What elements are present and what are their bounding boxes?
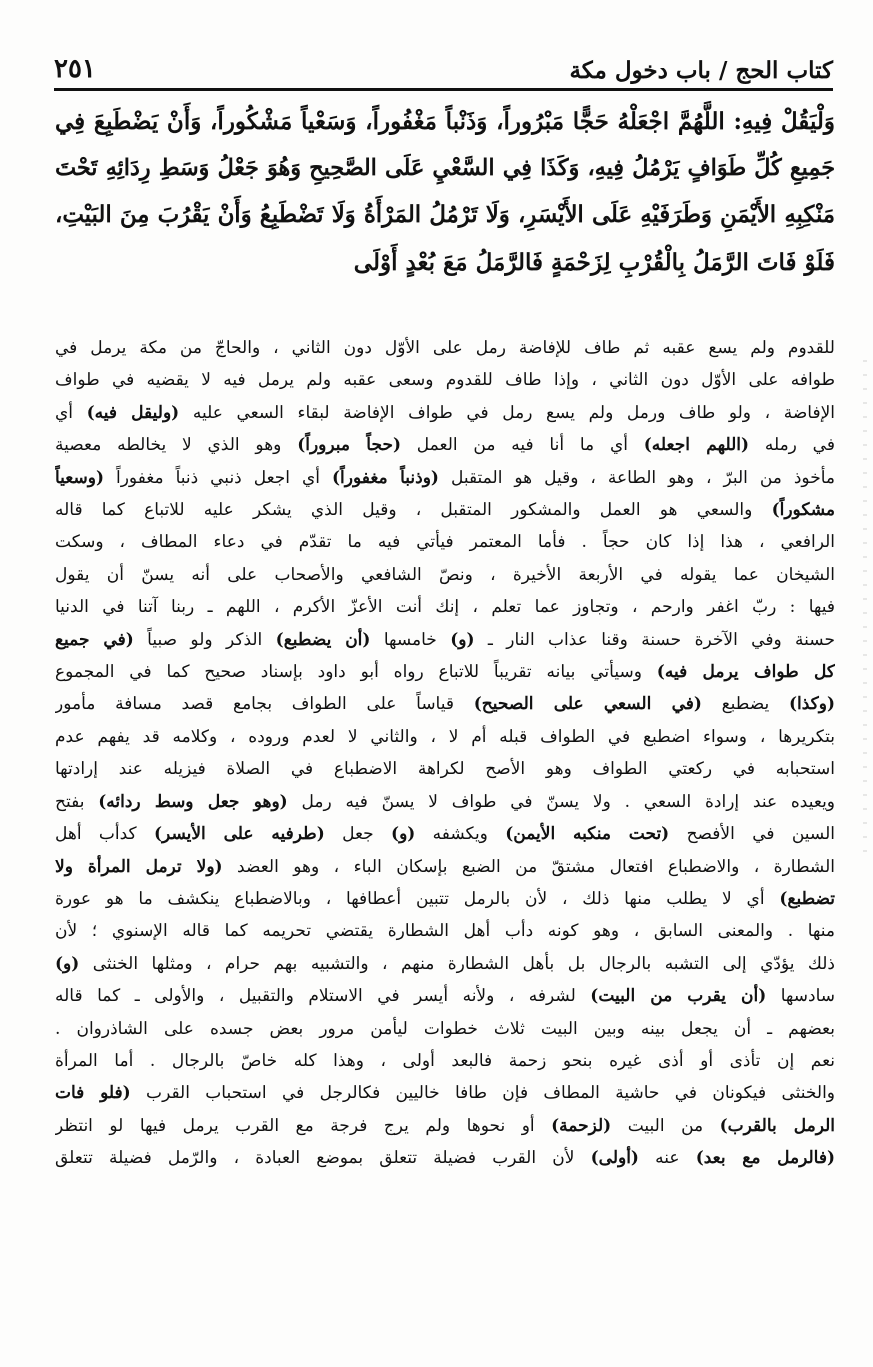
matn-text (55, 98, 835, 298)
quoted-matn-phrase: (وكذا) (788, 694, 835, 715)
commentary-text: جعل (324, 824, 392, 845)
quoted-matn-phrase: (لزحمة) (551, 1115, 612, 1136)
sharh-line (55, 948, 835, 980)
sharh-line (55, 1077, 835, 1109)
quoted-matn-phrase: (و) (391, 824, 416, 845)
sharh-line (55, 494, 835, 526)
commentary-text: بعضهم ـ أن يجعل بينه وبين البيت ثلاث خطوات ليأمن مرور بعض جسده على الشاذروان . (55, 1018, 835, 1039)
commentary-text: لأن القرب فضيلة تتعلق بموضع العبادة ، والرّمل فضيلة تتعلق (55, 1148, 591, 1169)
commentary-text: قياساً على الطواف بجامع قصد مسافة مأمور (55, 694, 474, 715)
sharh-line (55, 624, 835, 656)
commentary-text: فيها : ربّ اغفر وارحم ، وتجاوز عما تعلم ، إنك أنت الأعزّ الأكرم ، اللهم ـ ربنا آتنا في الدنيا (55, 597, 835, 618)
commentary-text: أي ما أنا فيه من العمل (401, 435, 644, 456)
commentary-text: الشيخان عما يقوله في الأربعة الأخيرة ، ونصّ الشافعي والأصحاب على أنه يسنّ أن يقول (55, 564, 835, 585)
sharh-line (55, 332, 835, 364)
quoted-matn-phrase: (وهو جعل وسط ردائه) (98, 791, 288, 812)
commentary-text: وهو الذي لا يخالطه معصية (55, 435, 298, 456)
commentary-text: ويكشفه (415, 824, 506, 845)
sharh-line (55, 364, 835, 396)
commentary-text: خامسها (370, 629, 451, 650)
sharh-line (55, 559, 835, 591)
commentary-text: بتكريرها ، وسواء اضطبع في الطواف قبله أم لا ، والثاني لا لعدم وروده ، وكلامه قد يفهم عدم (55, 726, 835, 747)
sharh-line (55, 851, 835, 883)
commentary-text: أي (55, 402, 87, 423)
quoted-matn-phrase: (طرفيه على الأيسر) (154, 824, 325, 845)
running-title: كتاب الحج / باب دخول مكة (569, 57, 833, 84)
sharh-line (55, 1110, 835, 1142)
commentary-text: والسعي هو العمل والمشكور المتقبل ، وقيل الذي يشكر عليه للاتباع كما قاله (55, 500, 772, 521)
page-header (54, 38, 833, 86)
matn-line: جَمِيعِ كُلِّ طَوَافٍ يَرْمُلُ فِيهِ، وَكَذَا فِي السَّعْيِ عَلَى الصَّحِيحِ وَهُوَ جَعْلُ وَسَطِ رِدَائِهِ تَحْتَ (55, 155, 835, 181)
commentary-text: الإفاضة ، ولو طاف ورمل ولم يسع رمل في طواف الإفاضة لبقاء السعي عليه (179, 402, 835, 423)
commentary-text: الشطارة ، والاضطباع افتعال مشتقّ من الضبع بإسكان الباء ، وهو العضد (222, 856, 835, 877)
commentary-text: منها . والمعنى السابق ، وهو كونه دأب أهل الشطارة يقتضي تحريمه كما قاله الإسنوي ؛ لأن (55, 921, 835, 942)
commentary-text: أي لا يطلب منها ذلك ، لأن بالرمل تتبين أعطافها ، وبالاضطباع ينكشف ما هو عورة (55, 888, 780, 909)
commentary-text: الذكر ولو صبياً (133, 629, 276, 650)
quoted-matn-phrase: (وسعياً (55, 467, 105, 488)
commentary-text: من البيت (611, 1115, 720, 1136)
page-number: ٢٥١ (54, 54, 96, 84)
commentary-text: للقدوم ولم يسع عقبه ثم طاف للإفاضة رمل على الأوّل دون الثاني ، والحاجّ من مكة يرمل في (55, 338, 835, 358)
commentary-text: حسنة وفي الآخرة حسنة وقنا عذاب النار ـ (474, 629, 835, 650)
quoted-matn-phrase: (وذنباً مغفوراً) (331, 467, 439, 488)
sharh-line (55, 688, 835, 720)
quoted-matn-phrase: الرمل بالقرب) (719, 1115, 835, 1136)
quoted-matn-phrase: (أولى) (590, 1148, 639, 1169)
sharh-line (55, 1045, 835, 1077)
commentary-text: أي اجعل ذنبي ذنباً مغفوراً (104, 467, 332, 488)
commentary-text: والخنثى فيكونان في حاشية المطاف فإن طافا خاليين فكالرجل في استحباب القرب (130, 1083, 835, 1104)
commentary-text: مأخوذ من البرّ ، وهو الطاعة ، وقيل هو المتقبل (438, 467, 835, 488)
sharh-line (55, 429, 835, 461)
matn-line: وَلْيَقُلْ فِيهِ: اللَّهُمَّ اجْعَلْهُ حَجًّا مَبْرُوراً، وَذَنْباً مَغْفُوراً، وَسَعْياً مَشْكُوراً، وَأَنْ يَضْطَبِعَ فِي (55, 108, 835, 135)
sharh-line (55, 786, 835, 818)
sharh-line (55, 980, 835, 1012)
sharh-line (55, 591, 835, 623)
sharh-line (55, 721, 835, 753)
quoted-matn-phrase: (فالرمل مع بعد) (695, 1148, 835, 1169)
quoted-matn-phrase: تضطبع) (779, 888, 835, 909)
sharh-line (55, 818, 835, 850)
commentary-text: ويعيده عند إرادة السعي . ولا يسنّ في طواف لا يسنّ فيه رمل (287, 791, 835, 812)
commentary-text: وسيأتي بيانه تقريباً للاتباع رواه أبو داود بإسناد صحيح كما في المجموع (55, 662, 657, 683)
commentary-text: سادسها (766, 986, 835, 1007)
commentary-text: يضطبع (701, 694, 789, 715)
quoted-matn-phrase: (أن يضطبع) (275, 629, 371, 650)
commentary-text: الرافعي ، هذا إذا كان حجاً . فأما المعتمر فيأتي فيه ما تقدّم في دعاء المطاف ، وسكت (55, 532, 835, 553)
commentary-text: طوافه على الأوّل دون الثاني ، وإذا طاف للقدوم وسعى عقبه ولم يرمل فيه لا يقضيه في طواف (55, 370, 835, 391)
quoted-matn-phrase: (اللهم اجعله) (643, 435, 750, 456)
commentary-text: بفتح (55, 791, 99, 812)
matn-line: فَلَوْ فَاتَ الرَّمَلُ بِالْقُرْبِ لِزَحْمَةٍ فَالرَّمَلُ مَعَ بُعْدٍ أَوْلَى (353, 249, 835, 276)
quoted-matn-phrase: (في السعي على الصحيح) (473, 694, 702, 715)
quoted-matn-phrase: (فلو فات (55, 1083, 131, 1104)
sharh-line (55, 883, 835, 915)
commentary-text: عنه (638, 1148, 696, 1169)
commentary-text: لشرفه ، ولأنه أيسر في الاستلام والتقبيل ، والأولى ـ كما قاله (55, 986, 591, 1007)
commentary-text: في رمله (749, 435, 835, 456)
sharh-line (55, 915, 835, 947)
commentary-text: ذلك يؤدّي إلى التشبه بالرجال بل بأهل الشطارة منهم ، والتشبيه بهم حرام ، ومثلها الخنثى (79, 953, 835, 974)
sharh-line (55, 462, 835, 494)
quoted-matn-phrase: (في جميع (55, 629, 134, 650)
commentary-text: نعم إن تأذى أو أذى غيره بنحو زحمة فالبعد أولى ، وهذا كله خاصّ بالرجال . أما المرأة (55, 1050, 835, 1071)
commentary-text: السين في الأفصح (669, 824, 835, 845)
quoted-matn-phrase: (و) (55, 953, 80, 974)
sharh-commentary (55, 332, 835, 1342)
matn-line: مَنْكِبِهِ الأَيْمَنِ وَطَرَفَيْهِ عَلَى الأَيْسَرِ، وَلَا تَرْمُلُ المَرْأَةُ وَلَا تَضْطَبِعُ وَأَنْ يَقْرُبَ مِنَ البَيْتِ، (55, 202, 835, 228)
quoted-matn-phrase: مشكوراً) (771, 500, 835, 521)
commentary-text: أو نحوها ولم يرج فرجة مع القرب يرمل فيها لو انتظر (55, 1115, 552, 1136)
quoted-matn-phrase: (أن يقرب من البيت) (590, 986, 767, 1007)
sharh-line (55, 526, 835, 558)
sharh-line (55, 753, 835, 785)
quoted-matn-phrase: (حجاً مبروراً) (297, 435, 402, 456)
quoted-matn-phrase: (ولا ترمل المرأة ولا (55, 856, 223, 877)
commentary-text: استحبابه في ركعتي الطواف وهو الأصح لكراهة الاضطباع في الصلاة فيزيله عند إرادتها (55, 759, 835, 780)
sharh-line (55, 397, 835, 429)
quoted-matn-phrase: (وليقل فيه) (86, 402, 180, 423)
quoted-matn-phrase: كل طواف يرمل فيه) (656, 662, 835, 683)
sharh-line (55, 1013, 835, 1045)
sharh-line (55, 1142, 835, 1174)
commentary-text: كدأب أهل (55, 824, 155, 845)
quoted-matn-phrase: (و) (450, 629, 475, 650)
header-divider (54, 88, 833, 91)
scan-edge-noise (863, 360, 867, 860)
sharh-line (55, 656, 835, 688)
quoted-matn-phrase: (تحت منكبه الأيمن) (505, 824, 670, 845)
